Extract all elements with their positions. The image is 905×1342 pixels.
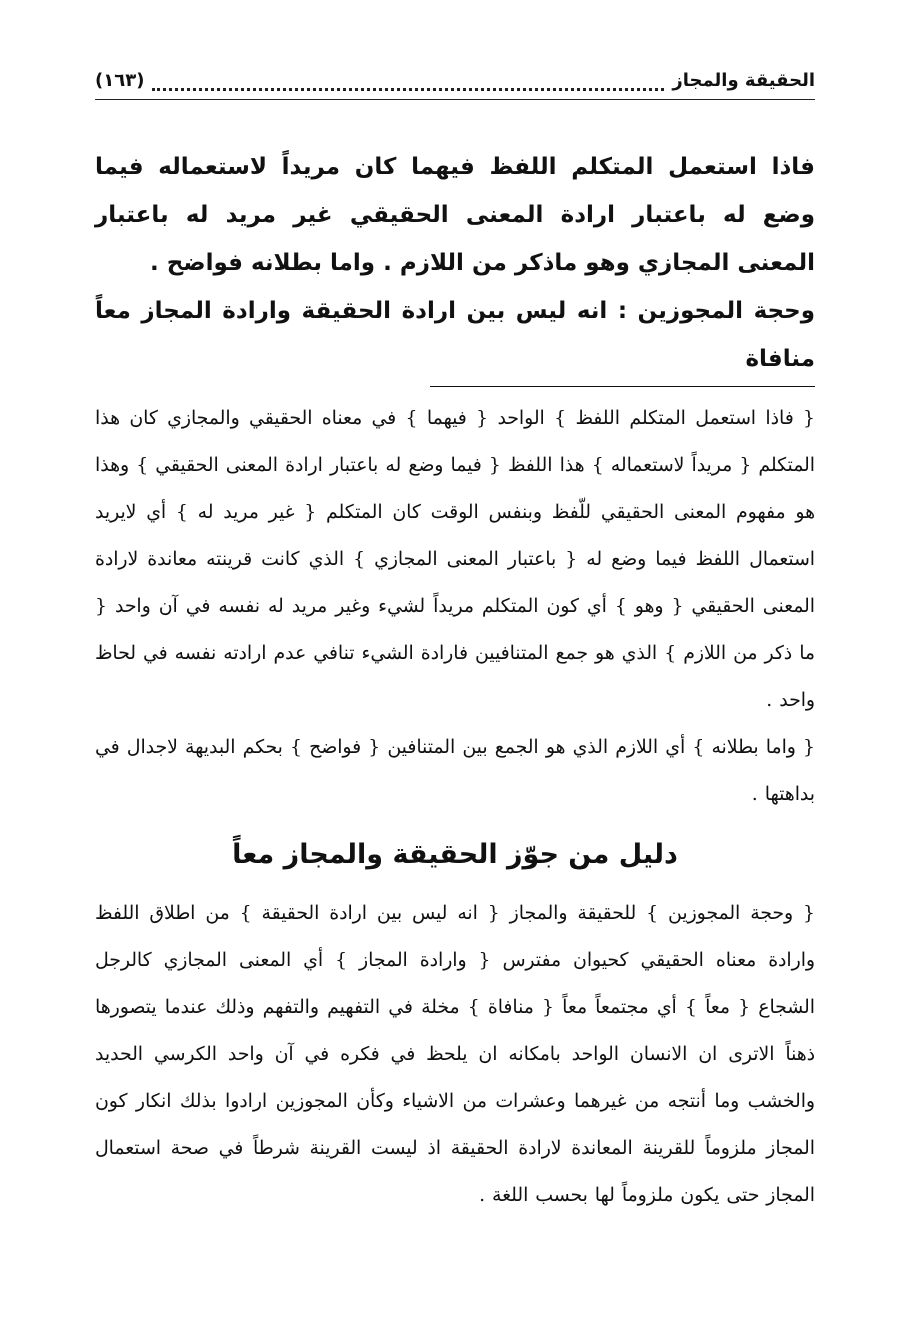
- main-text-paragraph: وحجة المجوزين : انه ليس بين ارادة الحقيقة وارادة المجاز معاً منافاة: [95, 298, 815, 372]
- book-page: [95, 48, 815, 1318]
- page-header: [95, 48, 815, 100]
- commentary-paragraph: { وحجة المجوزين } للحقيقة والمجاز { انه ليس بين ارادة الحقيقة } من اطلاق اللفظ وارادة معناه الحقيقي كحيوان مفترس { وارادة المجاز } أي المعنى المجازي كالرجل الشجاع { معاً } أي مجتمعاً معاً { منافاة } مخلة في التفهيم والتفهم وذلك عندما يتصورها ذهناً الاترى ان الانسان الواحد بامكانه ان يلحظ في فكره في آن واحد الكرسي الحديد والخشب وما أنتجه من غيرهما وعشرات من الاشياء وكأن المجوزين ارادوا بذلك انكار كون المجاز ملزوماً للقرينة المعاندة لارادة الحقيقة اذ ليست القرينة شرطاً في صحة استعمال المجاز حتى يكون ملزوماً لها بحسب اللغة .: [95, 903, 815, 1206]
- main-text-paragraph: فاذا استعمل المتكلم اللفظ فيهما كان مريداً لاستعماله فيما وضع له باعتبار ارادة المعنى الحقيقي غير مريد له باعتبار المعنى المجازي وهو ماذكر من اللازم . واما بطلانه فواضح .: [95, 154, 815, 276]
- running-title: الحقيقة والمجاز: [672, 70, 815, 91]
- page-number: (١٦٣): [95, 70, 145, 91]
- main-text: [95, 143, 815, 383]
- commentary-section-2: [95, 890, 815, 1219]
- section-heading: دليل من جوّز الحقيقة والمجاز معاً: [232, 839, 678, 870]
- commentary: [95, 395, 815, 818]
- commentary-paragraph: { فاذا استعمل المتكلم اللفظ } الواحد { فيهما } في معناه الحقيقي والمجازي كان هذا المتكلم { مريداً لاستعماله } هذا اللفظ { فيما وضع له باعتبار ارادة المعنى الحقيقي } وهذا هو مفهوم المعنى الحقيقي للّفظ وبنفس الوقت كان المتكلم { غير مريد له } أي لايريد استعمال اللفظ فيما وضع له { باعتبار المعنى المجازي } الذي كانت قرينته معاندة لارادة المعنى الحقيقي { وهو } أي كون المتكلم مريداً لشيء وغير مريد له نفسه في آن واحد { ما ذكر من اللازم } الذي هو جمع المتنافيين فارادة الشيء تنافي عدم ارادته نفسه في لحاظ واحد .: [95, 408, 815, 711]
- leader-dots: [152, 76, 664, 91]
- main-text-divider: [430, 386, 815, 387]
- commentary-paragraph: { واما بطلانه } أي اللازم الذي هو الجمع بين المتنافين { فواضح } بحكم البديهة لاجدال في بداهتها .: [95, 737, 815, 805]
